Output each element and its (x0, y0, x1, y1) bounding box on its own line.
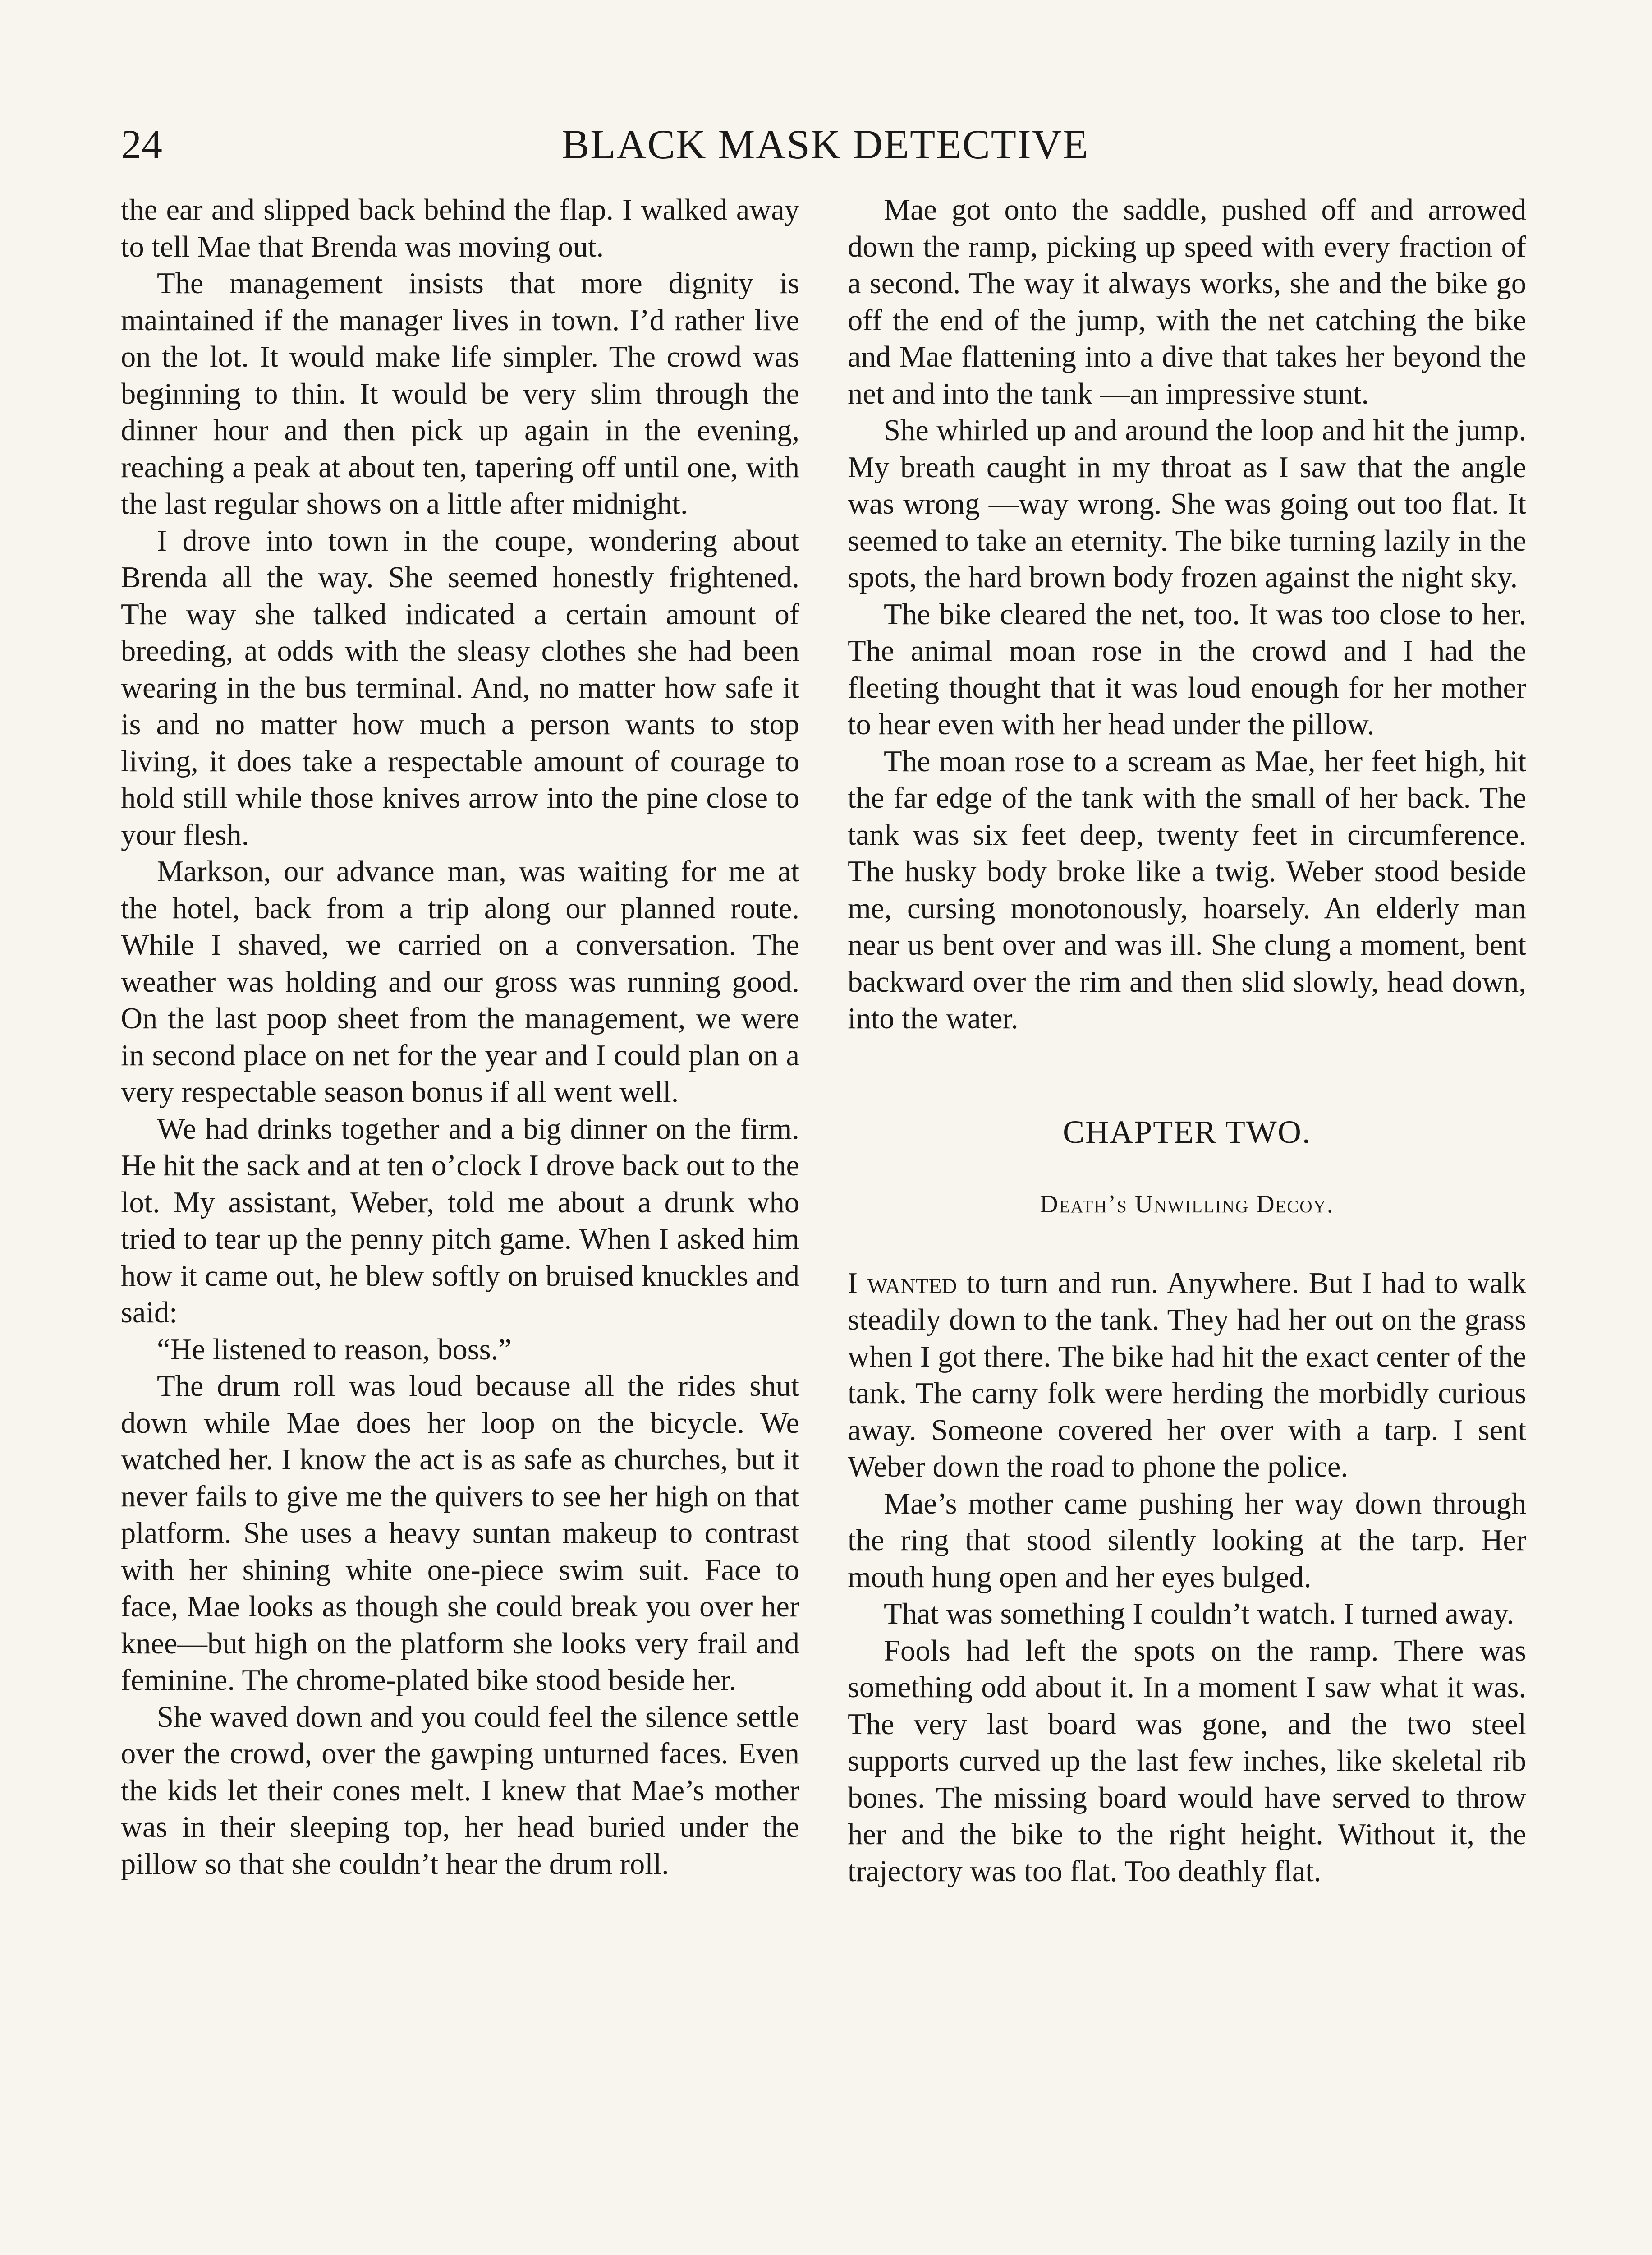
page-number: 24 (121, 121, 162, 167)
paragraph: The moan rose to a scream as Mae, her feet high, hit the far edge of the tank with the small of her back. The tank was six feet deep, twenty feet in circumference. The husky body broke like a twig. Weber stood beside me, cursing monotonously, hoarsely. An elderly man near us bent over and was ill. She clung a moment, bent backward over the rim and then slid slowly, head down, into the water. (848, 745, 1526, 1035)
chapter-lead-word: I wanted (848, 1266, 957, 1300)
paragraph: “He listened to reason, boss.” (157, 1333, 512, 1366)
chapter-subtitle: Death’s Unwilling Decoy. (1040, 1190, 1334, 1218)
paragraph: The drum roll was loud because all the rides shut down while Mae does her loop on the bicycle. We watched her. I know the act is as safe as churches, but it never fails to give me the quivers to see her high on that platform. She uses a heavy suntan makeup to contrast with her shining white one-piece swim suit. Face to face, Mae looks as though she could break you over her knee—but high on the platform she looks very frail and feminine. The chrome-plated bike stood beside her. (121, 1370, 799, 1697)
page-header (121, 113, 1530, 176)
paragraph: I drove into town in the coupe, wondering about Brenda all the way. She seemed honestly frightened. The way she talked indicated a certain amount of breeding, at odds with the sleasy clothes she had been wearing in the bus terminal. And, no matter how safe it is and no matter how much a person wants to stop living, it does take a respectable amount of courage to hold still while those knives arrow into the pine close to your flesh. (121, 524, 799, 851)
left-column (121, 192, 799, 1882)
paragraph: Mae got onto the saddle, pushed off and arrowed down the ramp, picking up speed with every fraction of a second. The way it always works, she and the bike go off the end of the jump, with the net catching the bike and Mae flattening into a dive that takes her beyond the net and into the tank —an impressive stunt. (848, 193, 1526, 410)
paragraph: The bike cleared the net, too. It was too close to her. The animal moan rose in the crowd and I had the fleeting thought that it was loud enough for her mother to hear even with her head under the pillow. (848, 598, 1526, 741)
chapter-title: CHAPTER TWO. (1063, 1114, 1311, 1150)
paragraph: Fools had left the spots on the ramp. There was something odd about it. In a moment I saw what it was. The very last board was gone, and the two steel supports curved up the last few inches, like skeletal rib bones. The missing board would have served to throw her and the bike to the right height. Without it, the trajectory was too flat. Too deathly flat. (848, 1634, 1526, 1888)
paragraph: She whirled up and around the loop and hit the jump. My breath caught in my throat as I saw that the angle was wrong —way wrong. She was going out too flat. It seemed to take an eternity. The bike turning lazily in the spots, the hard brown body frozen against the night sky. (848, 414, 1526, 594)
running-title: BLACK MASK DETECTIVE (561, 121, 1089, 167)
paragraph: That was something I couldn’t watch. I turned away. (884, 1597, 1514, 1630)
paragraph: She waved down and you could feel the silence settle over the crowd, over the gawping unturned faces. Even the kids let their cones melt. I knew that Mae’s mother was in their sleeping top, her head buried under the pillow so that she couldn’t hear the drum roll. (121, 1700, 799, 1881)
paragraph: The management insists that more dignity is maintained if the manager lives in town. I’d rather live on the lot. It would make life simpler. The crowd was beginning to thin. It would be very slim through the dinner hour and then pick up again in the evening, reaching a peak at about ten, tapering off until one, with the last regular shows on a little after midnight. (121, 267, 799, 520)
paragraph: Markson, our advance man, was waiting for me at the hotel, back from a trip along our planned route. While I shaved, we carried on a conversation. The weather was holding and our gross was running good. On the last poop sheet from the management, we were in second place on net for the year and I could plan on a very respectable season bonus if all went well. (121, 855, 799, 1109)
paragraph: Mae’s mother came pushing her way down through the ring that stood silently looking at the tarp. Her mouth hung open and her eyes bulged. (848, 1487, 1526, 1594)
paragraph: We had drinks together and a big dinner on the firm. He hit the sack and at ten o’clock I drove back out to the lot. My assistant, Weber, told me about a drunk who tried to tear up the penny pitch game. When I asked him how it came out, he blew softly on bruised knuckles and said: (121, 1112, 799, 1329)
right-column (848, 192, 1526, 1890)
chapter-first-paragraph-text: to turn and run. Anywhere. But I had to walk steadily down to the tank. They had her out on the grass when I got there. The bike had hit the exact center of the tank. The carny folk were herding the morbidly curious away. Someone covered her over with a tarp. I sent Weber down the road to phone the police. (848, 1266, 1527, 1483)
chapter-first-paragraph (848, 1265, 1526, 1486)
paragraph: the ear and slipped back behind the flap. I walked away to tell Mae that Brenda was moving out. (121, 193, 799, 263)
